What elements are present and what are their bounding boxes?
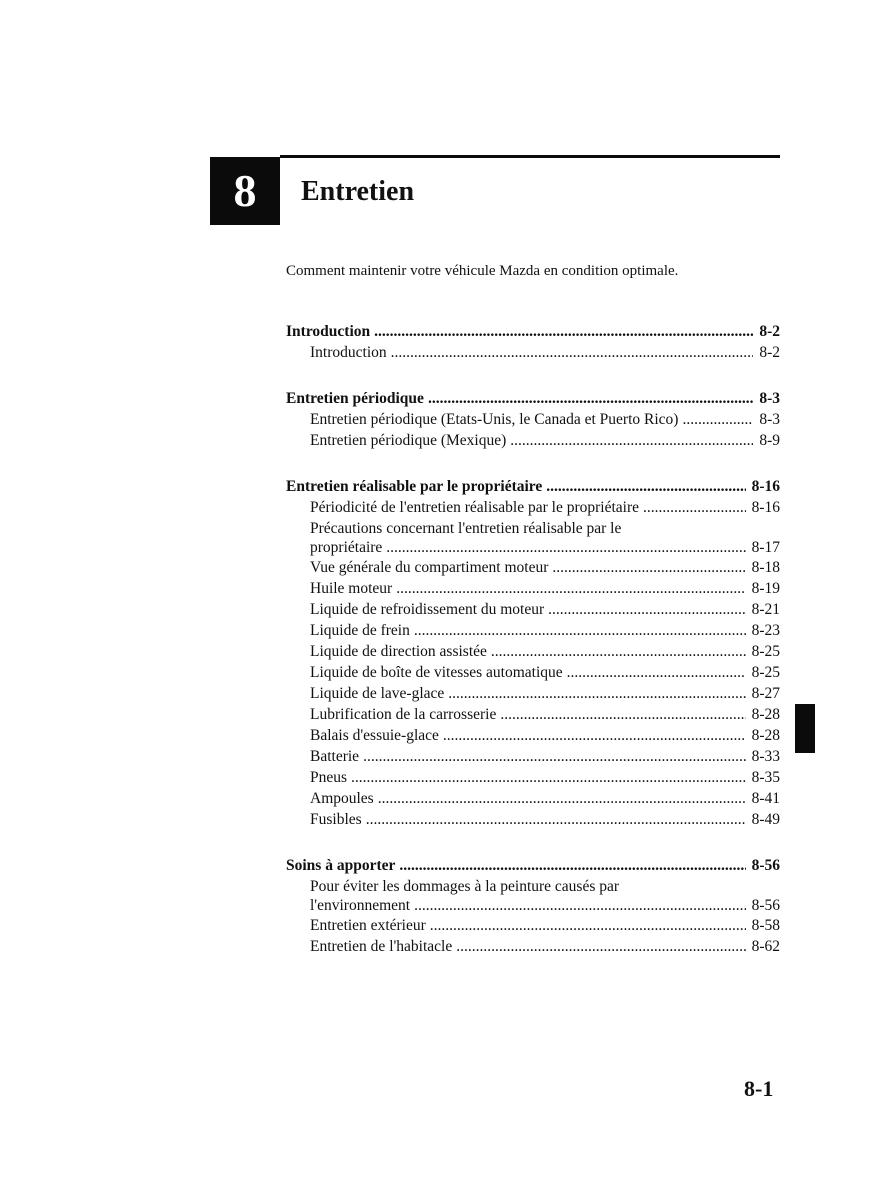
toc-item-label: propriétaire	[310, 539, 383, 556]
toc-item[interactable]	[286, 897, 780, 915]
toc-item-label: Vue générale du compartiment moteur	[310, 559, 549, 576]
toc-page-ref: 8-41	[751, 790, 780, 807]
dot-leader	[682, 409, 753, 430]
dot-leader	[428, 388, 753, 409]
toc-section-heading[interactable]	[286, 476, 780, 497]
toc-page-ref: 8-25	[751, 664, 780, 681]
chapter-side-tab	[795, 704, 815, 753]
toc-page-ref: 8-25	[751, 643, 780, 660]
toc-item[interactable]	[286, 746, 780, 767]
toc-page-ref: 8-19	[751, 580, 780, 597]
toc-item[interactable]	[286, 409, 780, 430]
toc-page-ref: 8-62	[751, 938, 780, 955]
toc-page-ref: 8-58	[751, 917, 780, 934]
dot-leader	[386, 539, 745, 557]
toc-page-ref: 8-27	[751, 685, 780, 702]
dot-leader	[363, 746, 746, 767]
toc-page-ref: 8-3	[759, 411, 780, 428]
toc-page-ref: 8-2	[759, 344, 780, 361]
toc-section-entretien-periodique	[286, 388, 780, 451]
dot-leader	[414, 620, 746, 641]
toc-section-heading[interactable]	[286, 321, 780, 342]
toc-page-ref: 8-23	[751, 622, 780, 639]
chapter-number: 8	[233, 165, 257, 216]
toc-item-label: Entretien périodique (Etats-Unis, le Canada et Puerto Rico)	[310, 411, 679, 428]
toc-item-label: Entretien périodique (Mexique)	[310, 432, 507, 449]
toc-item[interactable]	[286, 539, 780, 557]
toc-item[interactable]	[286, 936, 780, 957]
toc-page-ref: 8-16	[751, 499, 780, 516]
toc-page-ref: 8-35	[751, 769, 780, 786]
toc-item-label: Introduction	[310, 344, 387, 361]
toc-item-label: Liquide de frein	[310, 622, 410, 639]
toc-page-ref: 8-16	[751, 478, 780, 495]
toc-item-label-line1[interactable]: Pour éviter les dommages à la peinture causés par	[310, 878, 620, 895]
toc-page-ref: 8-28	[751, 727, 780, 744]
dot-leader	[430, 915, 746, 936]
toc-page-ref: 8-18	[751, 559, 780, 576]
toc-page-ref: 8-56	[751, 857, 780, 874]
toc-page-ref: 8-28	[751, 706, 780, 723]
toc-section-entretien-proprietaire	[286, 476, 780, 830]
toc-item-label: Entretien de l'habitacle	[310, 938, 453, 955]
toc-item-label: l'environnement	[310, 897, 411, 914]
toc-item-label: Batterie	[310, 748, 360, 765]
dot-leader	[548, 599, 745, 620]
toc-item[interactable]	[286, 704, 780, 725]
dot-leader	[448, 683, 745, 704]
toc-page-ref: 8-3	[759, 390, 780, 407]
toc-page-ref: 8-56	[751, 897, 780, 914]
dot-leader	[491, 641, 746, 662]
toc-item-label: Liquide de refroidissement du moteur	[310, 601, 545, 618]
toc-item-label: Fusibles	[310, 811, 362, 828]
toc-item-label: Pneus	[310, 769, 348, 786]
dot-leader	[366, 809, 746, 830]
toc-item-label: Balais d'essuie-glace	[310, 727, 439, 744]
toc-item-label: Liquide de boîte de vitesses automatique	[310, 664, 563, 681]
chapter-number-box	[210, 157, 280, 225]
table-of-contents	[286, 321, 780, 957]
toc-item[interactable]	[286, 809, 780, 830]
toc-section-heading[interactable]	[286, 855, 780, 876]
toc-item-label: Entretien extérieur	[310, 917, 426, 934]
dot-leader	[374, 321, 753, 342]
toc-item-label: Lubrification de la carrosserie	[310, 706, 497, 723]
dot-leader	[399, 855, 745, 876]
toc-item-label: Périodicité de l'entretien réalisable par le propriétaire	[310, 499, 639, 516]
toc-section-title: Soins à apporter	[286, 857, 396, 874]
toc-page-ref: 8-49	[751, 811, 780, 828]
toc-page-ref: 8-17	[751, 539, 780, 556]
toc-item[interactable]	[286, 725, 780, 746]
toc-section-title: Introduction	[286, 323, 371, 340]
toc-item[interactable]	[286, 788, 780, 809]
toc-item-label: Liquide de lave-glace	[310, 685, 445, 702]
toc-item-label: Huile moteur	[310, 580, 393, 597]
dot-leader	[456, 936, 745, 957]
dot-leader	[500, 704, 745, 725]
dot-leader	[391, 342, 754, 363]
toc-item-label-line1[interactable]: Précautions concernant l'entretien réalisable par le	[310, 520, 622, 537]
toc-item[interactable]	[286, 767, 780, 788]
dot-leader	[546, 476, 745, 497]
toc-section-heading[interactable]	[286, 388, 780, 409]
toc-item[interactable]	[286, 599, 780, 620]
toc-item[interactable]	[286, 641, 780, 662]
toc-item[interactable]	[286, 578, 780, 599]
toc-item-label: Liquide de direction assistée	[310, 643, 487, 660]
toc-item[interactable]	[286, 497, 780, 518]
dot-leader	[643, 497, 746, 518]
toc-item[interactable]	[286, 342, 780, 363]
toc-section-title: Entretien réalisable par le propriétaire	[286, 478, 543, 495]
toc-item[interactable]	[286, 662, 780, 683]
toc-section-soins	[286, 855, 780, 957]
dot-leader	[351, 767, 746, 788]
toc-section-introduction	[286, 321, 780, 363]
dot-leader	[396, 578, 745, 599]
toc-page-ref: 8-21	[751, 601, 780, 618]
toc-page-ref: 8-33	[751, 748, 780, 765]
toc-page-ref: 8-9	[759, 432, 780, 449]
dot-leader	[414, 897, 746, 915]
chapter-title: Entretien	[301, 176, 415, 207]
dot-leader	[567, 662, 746, 683]
chapter-header-rule	[280, 155, 780, 158]
toc-item[interactable]	[286, 683, 780, 704]
toc-item[interactable]	[286, 620, 780, 641]
toc-section-title: Entretien périodique	[286, 390, 424, 407]
toc-item[interactable]	[286, 915, 780, 936]
dot-leader	[378, 788, 746, 809]
chapter-intro: Comment maintenir votre véhicule Mazda en condition optimale.	[286, 263, 679, 279]
page-number: 8-1	[744, 1076, 774, 1101]
toc-page-ref: 8-2	[759, 323, 780, 340]
toc-item-label: Ampoules	[310, 790, 374, 807]
dot-leader	[552, 557, 745, 578]
dot-leader	[443, 725, 746, 746]
dot-leader	[510, 430, 753, 451]
toc-item[interactable]	[286, 557, 780, 578]
toc-item[interactable]	[286, 430, 780, 451]
